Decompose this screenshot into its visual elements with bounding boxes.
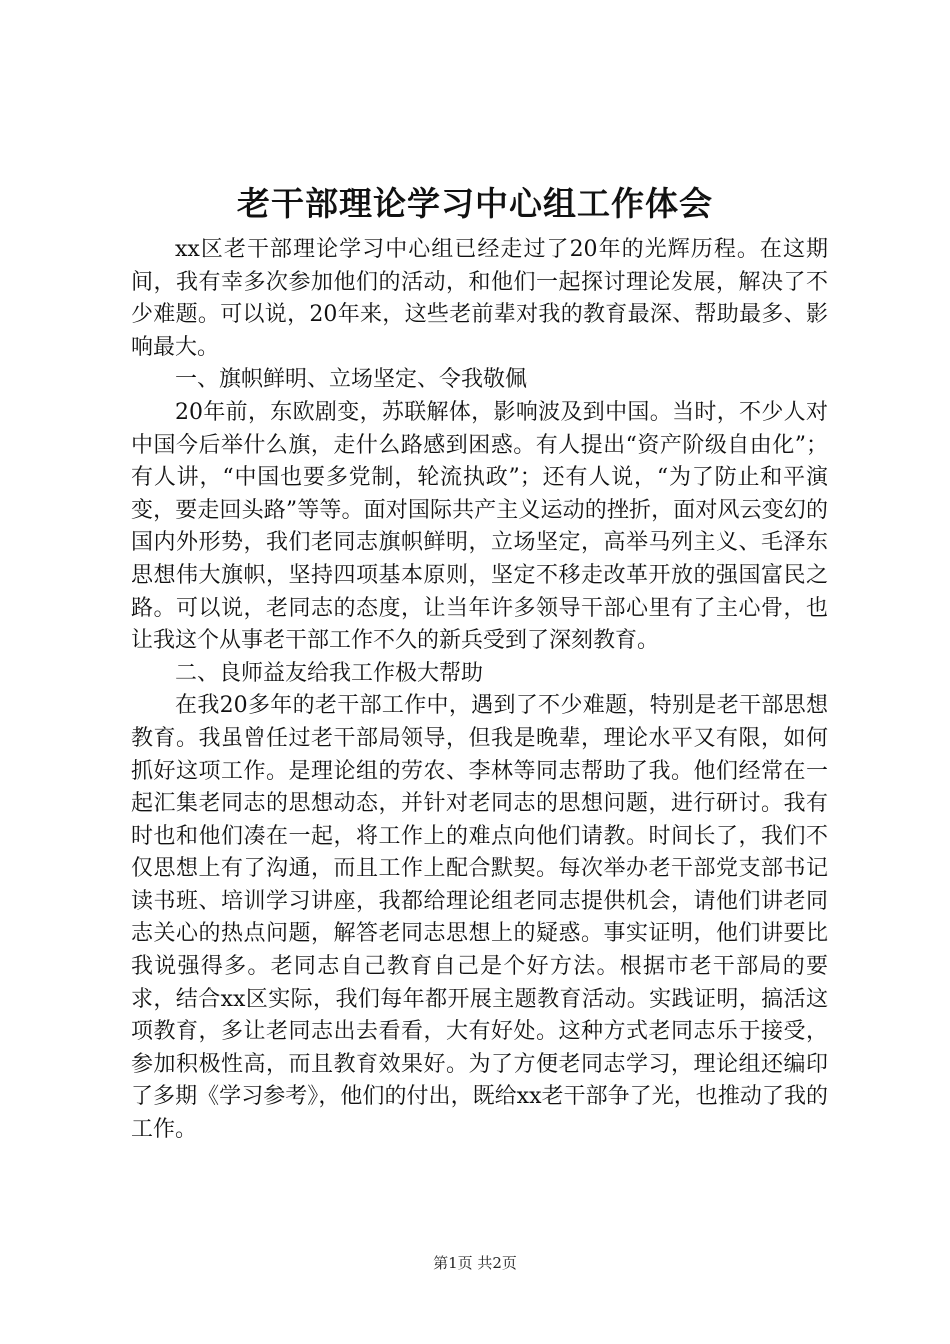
intro-paragraph: xx区老干部理论学习中心组已经走过了20年的光辉历程。在这期间，我有幸多次参加他们的活动，和他们一起探讨理论发展，解决了不少难题。可以说，20年来，这些老前辈对我的教育最深、帮助最多、影响最大。	[131, 237, 828, 360]
page-number-footer: 第1页 共2页	[433, 1254, 517, 1272]
document-body	[131, 234, 828, 1147]
section-heading-2: 二、良师益友给我工作极大帮助	[175, 660, 484, 686]
section-heading-1: 一、旗帜鲜明、立场坚定、令我敬佩	[175, 367, 528, 393]
section-1-paragraph: 20年前，东欧剧变，苏联解体，影响波及到中国。当时，不少人对中国今后举什么旗，走什么路感到困惑。有人提出“资产阶级自由化”；有人讲，“中国也要多党制，轮流执政”；还有人说，“为了防止和平演变，要走回头路”等等。面对国际共产主义运动的挫折，面对风云变幻的国内外形势，我们老同志旗帜鲜明，立场坚定，高举马列主义、毛泽东思想伟大旗帜，坚持四项基本原则，坚定不移走改革开放的强国富民之路。可以说，老同志的态度，让当年许多领导干部心里有了主心骨，也让我这个从事老干部工作不久的新兵受到了深刻教育。	[131, 399, 828, 654]
document-title: 老干部理论学习中心组工作体会	[237, 184, 713, 223]
section-2-paragraph: 在我20多年的老干部工作中，遇到了不少难题，特别是老干部思想教育。我虽曾任过老干部局领导，但我是晚辈，理论水平又有限，如何抓好这项工作。是理论组的劳农、李林等同志帮助了我。他们经常在一起汇集老同志的思想动态，并针对老同志的思想问题，进行研讨。我有时也和他们凑在一起，将工作上的难点向他们请教。时间长了，我们不仅思想上有了沟通，而且工作上配合默契。每次举办老干部党支部书记读书班、培训学习讲座，我都给理论组老同志提供机会，请他们讲老同志关心的热点问题，解答老同志思想上的疑惑。事实证明，他们讲要比我说强得多。老同志自己教育自己是个好方法。根据市老干部局的要求，结合xx区实际，我们每年都开展主题教育活动。实践证明，搞活这项教育，多让老同志出去看看，大有好处。这种方式老同志乐于接受，参加积极性高，而且教育效果好。为了方便老同志学习，理论组还编印了多期《学习参考》，他们的付出，既给xx老干部争了光，也推动了我的工作。	[131, 693, 828, 1143]
